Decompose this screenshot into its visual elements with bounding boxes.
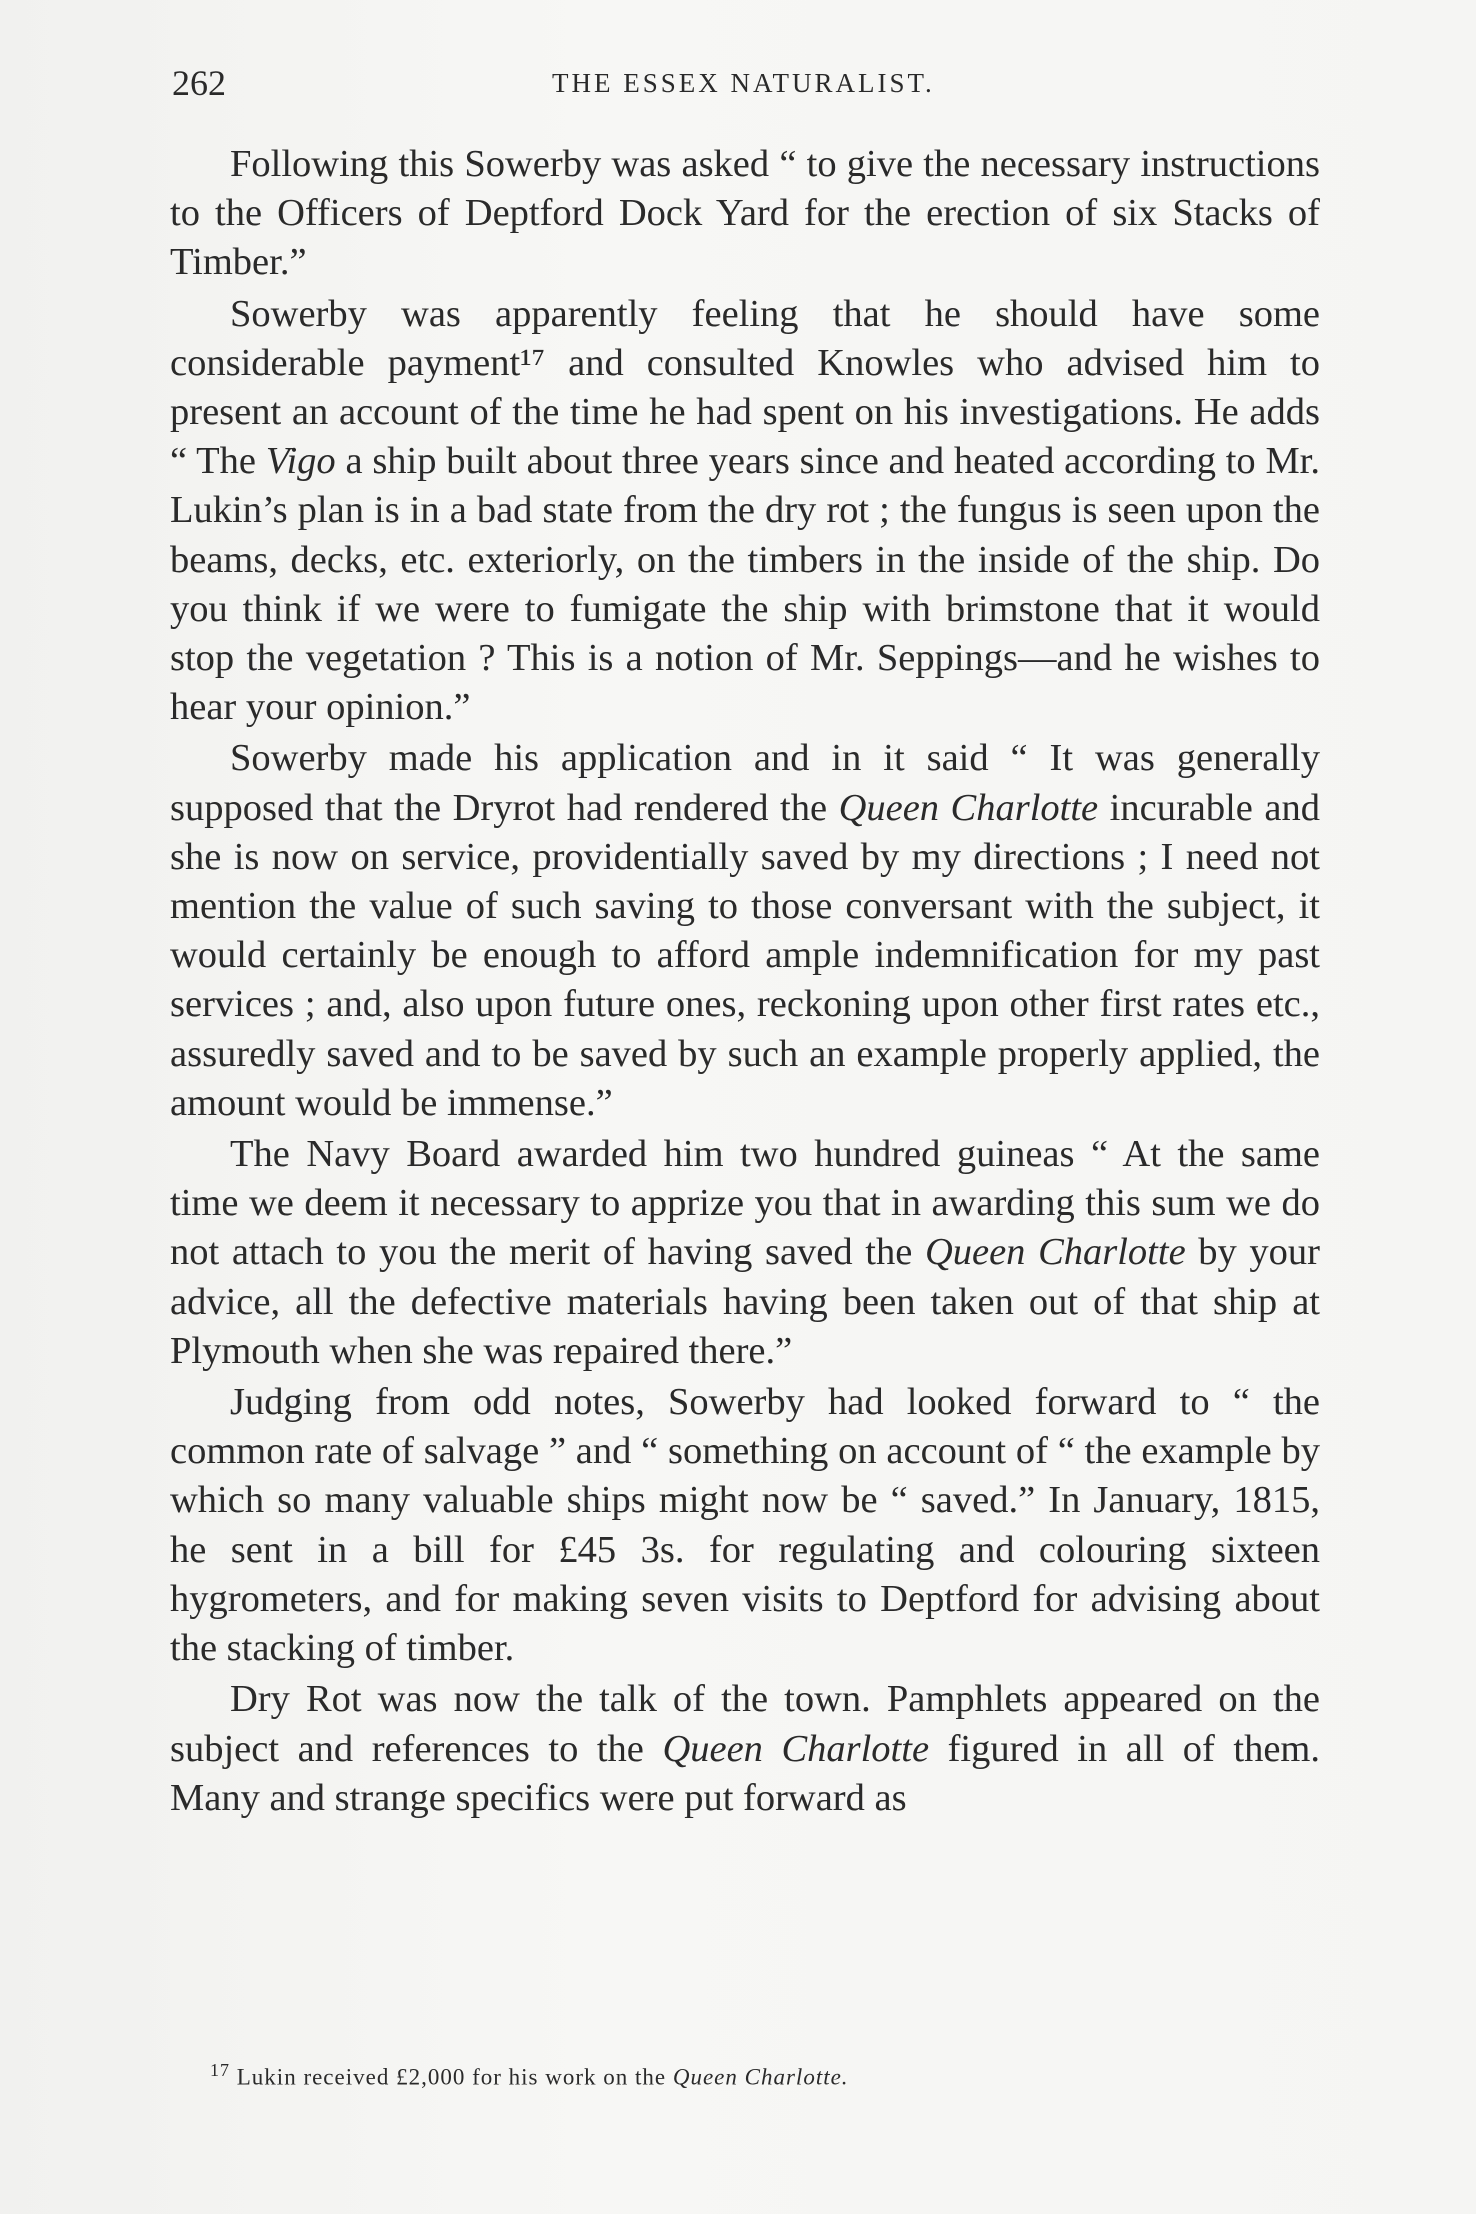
running-head: THE ESSEX NATURALIST. — [552, 68, 935, 98]
page-header — [172, 62, 1322, 112]
italic-title: Queen Charlotte — [924, 1231, 1186, 1274]
italic-title: Queen Charlotte. — [672, 2064, 849, 2090]
paragraph: Dry Rot was now the talk of the town. Pamphlets appeared on the subject and references to the Queen Charlotte figured in all of them. Many and strange specifics were put forward as — [170, 1678, 1320, 1819]
paragraph: Sowerby made his application and in it said “ It was generally supposed that the Dryrot had rendered the Queen Charlotte incurable and she is now on service, providentially saved by my directions ; I need not mention the value of such saving to those conversant with the subject, it would certainly be enough to afford ample indemnification for my past services ; and, also upon future ones, reckoning upon other first rates etc., assuredly saved and to be saved by such an example properly applied, the amount would be immense.” — [170, 737, 1320, 1124]
body-text — [170, 140, 1320, 1823]
page-number: 262 — [172, 63, 226, 103]
italic-title: Queen Charlotte — [838, 786, 1099, 829]
footnote-marker: 17 — [210, 2060, 230, 2080]
italic-title: Queen Charlotte — [662, 1727, 930, 1770]
paragraph: Judging from odd notes, Sowerby had looked forward to “ the common rate of salvage ” and “ something on account of “ the example by which so many valuable ships might now be “ saved.” In January, 1815, he sent in a bill for £45 3s. for regulating and colouring sixteen hygrometers, and for making seven visits to Deptford for advising about the stacking of timber. — [170, 1381, 1320, 1670]
italic-title: Vigo — [265, 440, 336, 483]
footnote-text: Lukin received £2,000 for his work on the Queen Charlotte. — [230, 2064, 849, 2090]
footnote — [210, 2060, 1210, 2091]
paragraph: The Navy Board awarded him two hundred guineas “ At the same time we deem it necessary to apprize you that in awarding this sum we do not attach to you the merit of having saved the Queen Charlotte by your advice, all the defective materials having been taken out of that ship at Plymouth when she was repaired there.” — [170, 1133, 1320, 1372]
paragraph: Following this Sowerby was asked “ to give the necessary instructions to the Officers of Deptford Dock Yard for the erection of six Stacks of Timber.” — [170, 143, 1320, 284]
paragraph: Sowerby was apparently feeling that he should have some considerable payment¹⁷ and consulted Knowles who advised him to present an account of the time he had spent on his investigations. He adds “ The Vigo a ship built about three years since and heated according to Mr. Lukin’s plan is in a bad state from the dry rot ; the fungus is seen upon the beams, decks, etc. exteriorly, on the timbers in the inside of the ship. Do you think if we were to fumigate the ship with brimstone that it would stop the vegetation ? This is a notion of Mr. Seppings—and he wishes to hear your opinion.” — [170, 292, 1320, 729]
